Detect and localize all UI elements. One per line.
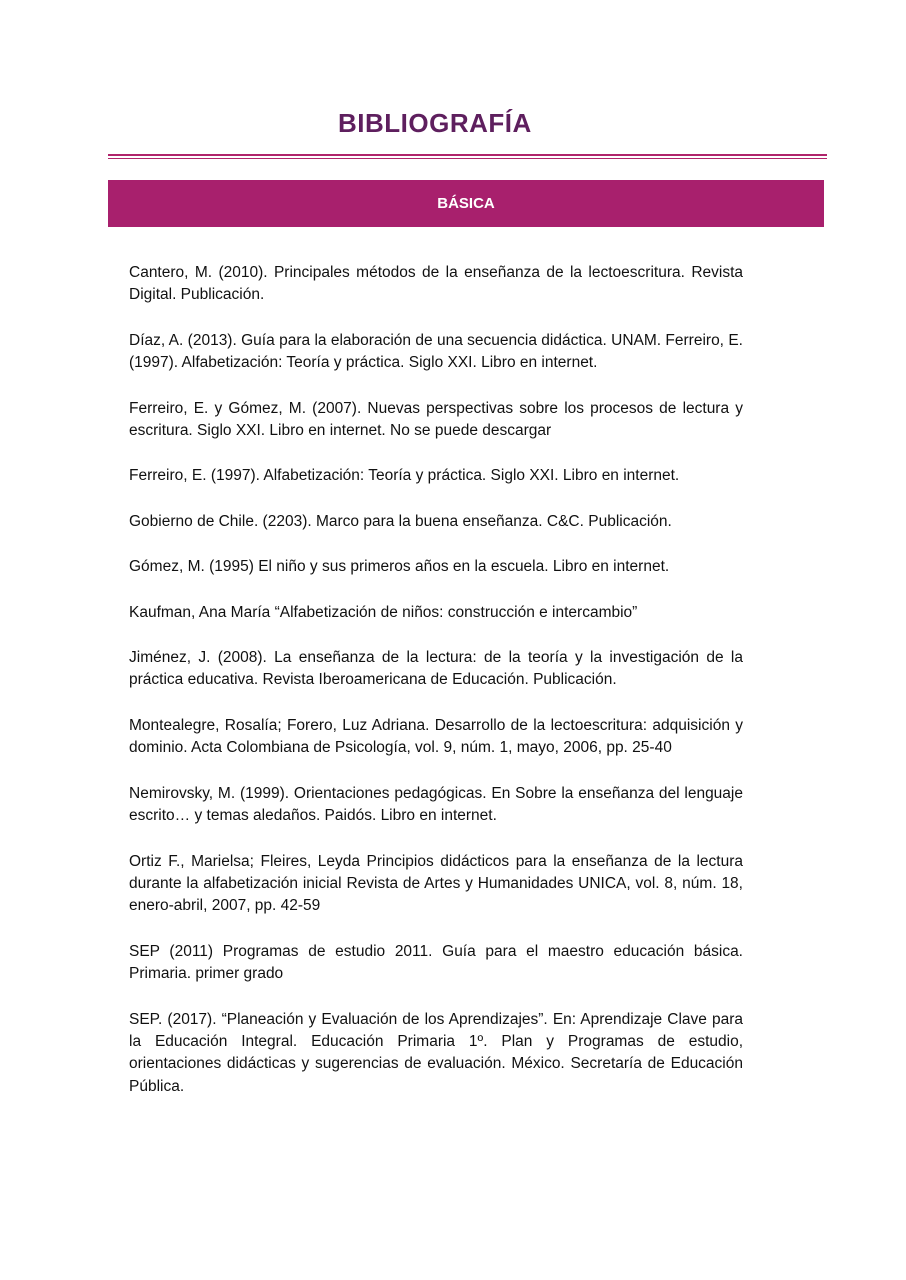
reference-item: Nemirovsky, M. (1999). Orientaciones pedagógicas. En Sobre la enseñanza del lenguaje escrito… y temas aledaños. Paidós. Libro en internet. [129, 784, 743, 825]
reference-item: Ferreiro, E. y Gómez, M. (2007). Nuevas perspectivas sobre los procesos de lectura y escritura. Siglo XXI. Libro en internet. No se puede descargar [129, 399, 743, 440]
reference-item: Ortiz F., Marielsa; Fleires, Leyda Principios didácticos para la enseñanza de la lectura durante la alfabetización inicial Revista de Artes y Humanidades UNICA, vol. 8, núm. 18, enero-abril, 2007, pp. 42-59 [129, 852, 743, 915]
reference-item: Díaz, A. (2013). Guía para la elaboración de una secuencia didáctica. UNAM. Ferreiro, E. (1997). Alfabetización: Teoría y práctica. Siglo XXI. Libro en internet. [129, 331, 743, 372]
reference-item: Jiménez, J. (2008). La enseñanza de la lectura: de la teoría y la investigación de la práctica educativa. Revista Iberoamericana de Educación. Publicación. [129, 649, 743, 689]
section-header-bar [108, 180, 824, 227]
reference-item: Cantero, M. (2010). Principales métodos de la enseñanza de la lectoescritura. Revista Digital. Publicación. [129, 264, 743, 304]
reference-item: Montealegre, Rosalía; Forero, Luz Adriana. Desarrollo de la lectoescritura: adquisición y dominio. Acta Colombiana de Psicología, vol. 9, núm. 1, mayo, 2006, pp. 25-40 [129, 716, 743, 757]
title-divider-bottom [108, 158, 827, 159]
page-title: BIBLIOGRAFÍA [338, 108, 532, 138]
title-divider-top [108, 154, 827, 156]
reference-item: Kaufman, Ana María “Alfabetización de niños: construcción e intercambio” [129, 603, 638, 621]
section-label: BÁSICA [437, 195, 495, 212]
reference-item: Gobierno de Chile. (2203). Marco para la buena enseñanza. C&C. Publicación. [129, 512, 672, 530]
reference-list [129, 262, 743, 1121]
reference-item: Gómez, M. (1995) El niño y sus primeros años en la escuela. Libro en internet. [129, 558, 670, 576]
reference-item: SEP. (2017). “Planeación y Evaluación de los Aprendizajes”. En: Aprendizaje Clave para la Educación Integral. Educación Primaria 1º. Plan y Programas de estudio, orientaciones didácticas y sugerencias de evaluación. México. Secretaría de Educación Pública. [129, 1010, 743, 1095]
reference-item: SEP (2011) Programas de estudio 2011. Guía para el maestro educación básica. Primaria. primer grado [129, 942, 743, 983]
reference-item: Ferreiro, E. (1997). Alfabetización: Teoría y práctica. Siglo XXI. Libro en internet. [129, 467, 680, 485]
